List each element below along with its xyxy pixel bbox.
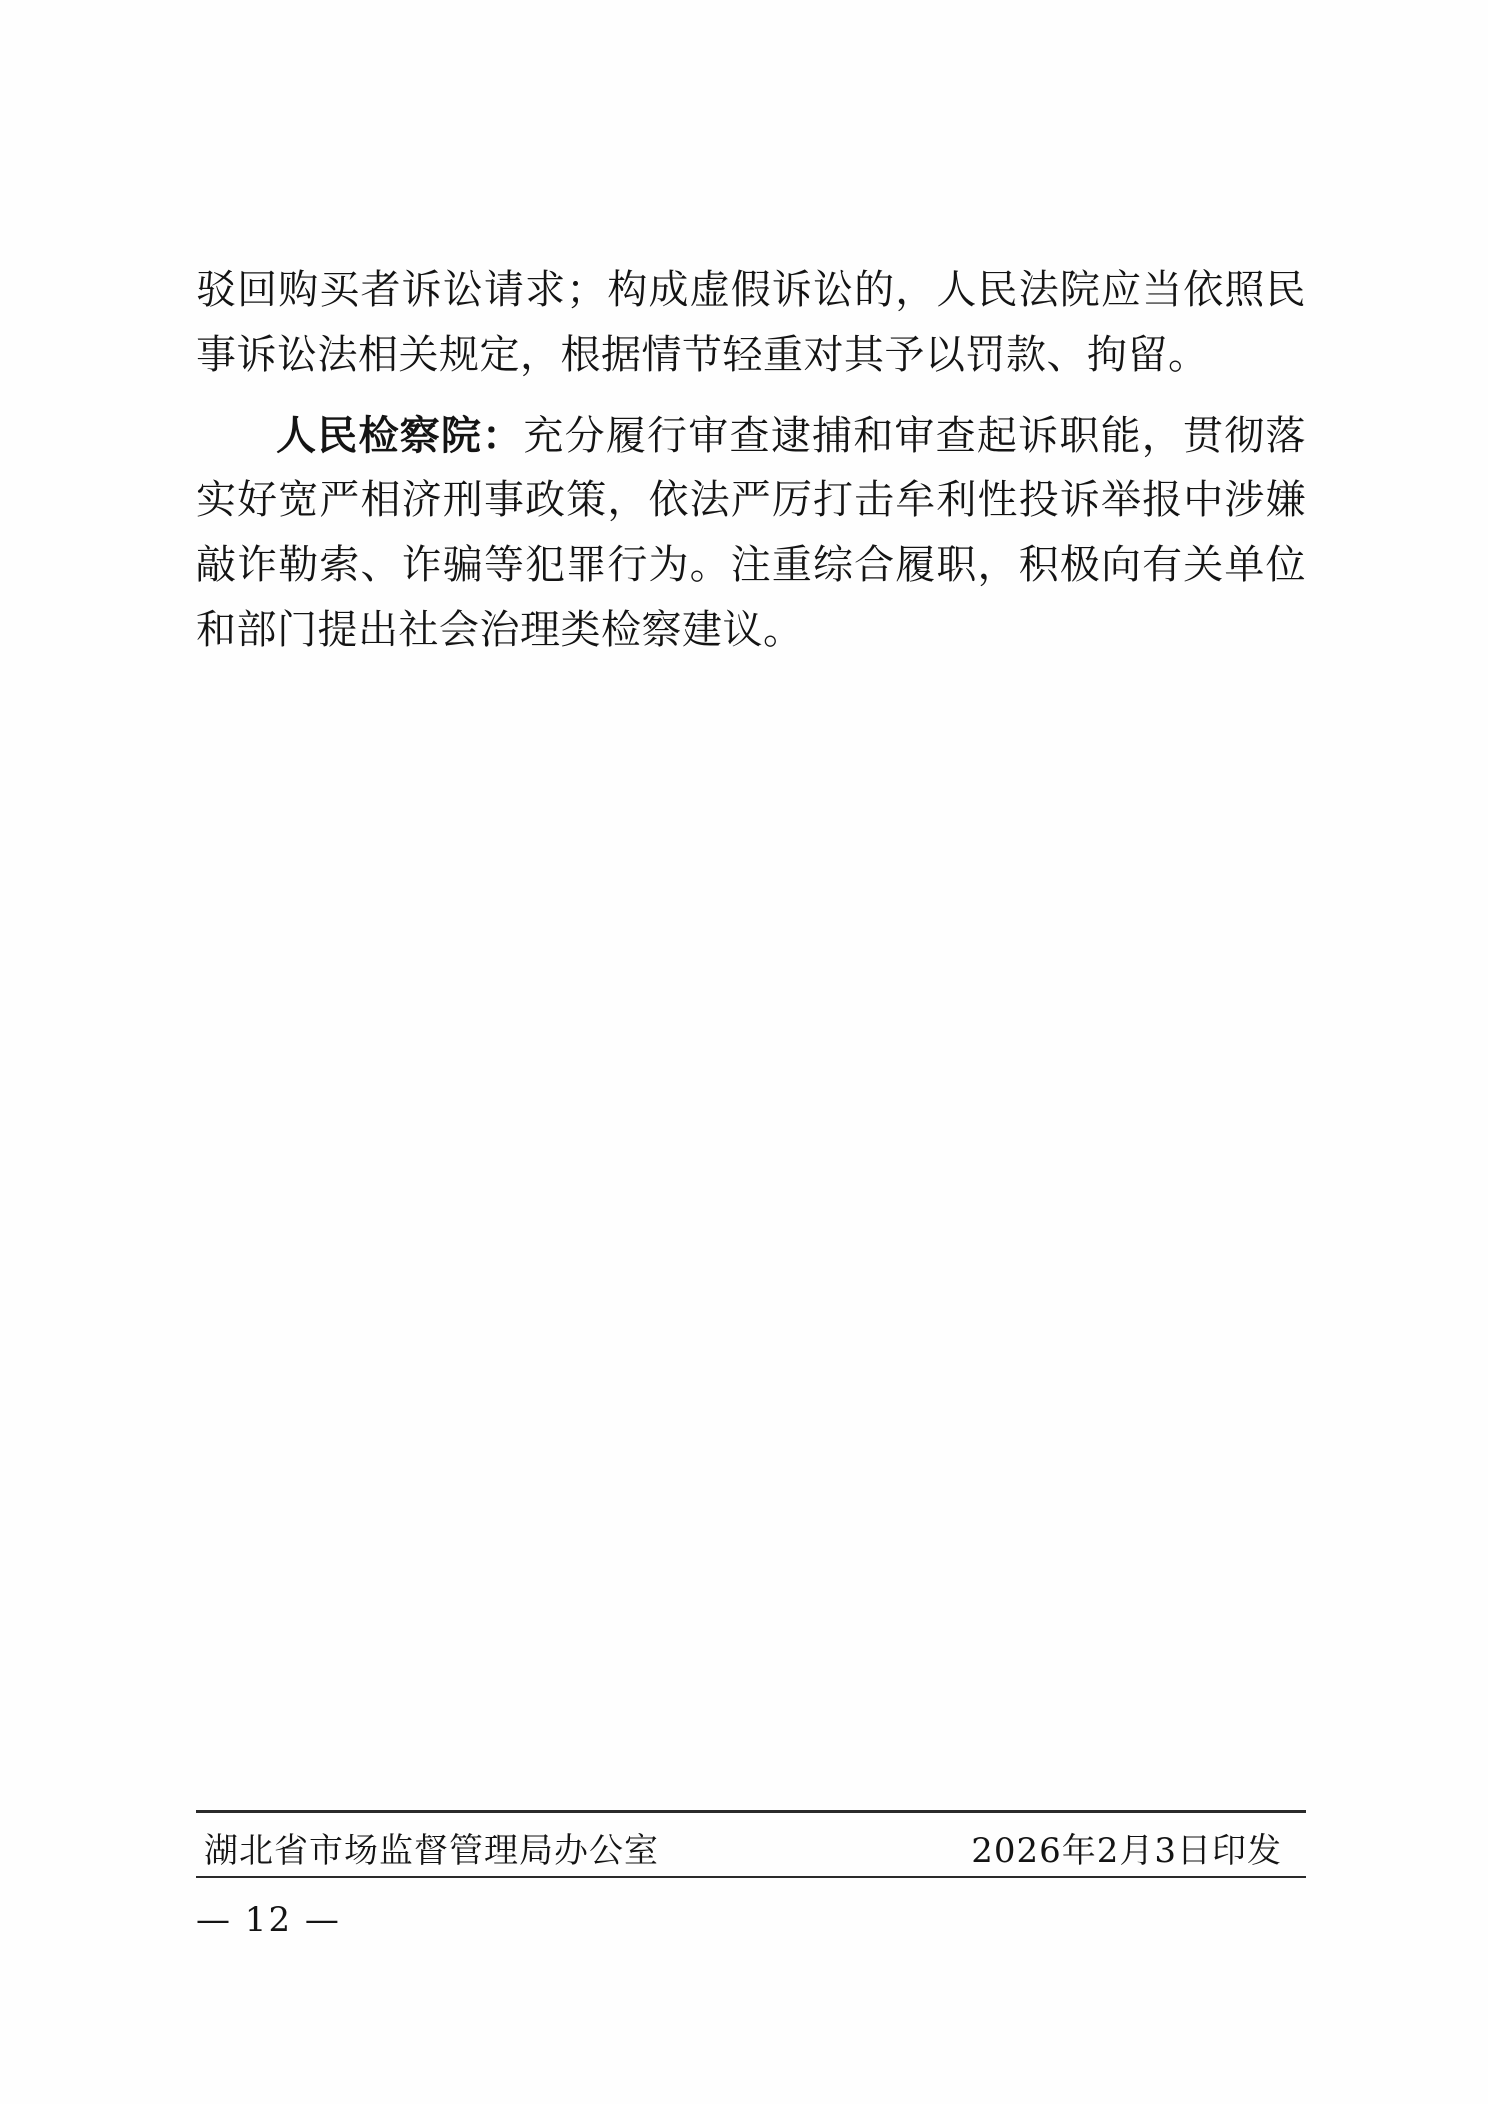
footer-date: 2026年2月3日印发 — [971, 1830, 1282, 1871]
footer-divider-top — [196, 1810, 1306, 1813]
paragraph-1-text: 驳回购买者诉讼请求；构成虚假诉讼的，人民法院应当依照民事诉讼法相关规定，根据情节轻重对其予以罚款、拘留。 — [196, 267, 1306, 378]
document-body — [196, 258, 1306, 669]
paragraph-2-lead: 人民检察院： — [276, 411, 524, 459]
footer-divider-bottom — [196, 1876, 1306, 1878]
page-number: — 12 — — [196, 1900, 341, 1940]
document-footer — [196, 1818, 1306, 1876]
paragraph-2 — [196, 404, 1306, 663]
footer-issuer: 湖北省市场监督管理局办公室 — [204, 1830, 659, 1871]
paragraph-1 — [196, 258, 1306, 388]
paragraph-2-text: 充分履行审查逮捕和审查起诉职能，贯彻落实好宽严相济刑事政策，依法严厉打击牟利性投诉举报中涉嫌敲诈勒索、诈骗等犯罪行为。注重综合履职，积极向有关单位和部门提出社会治理类检察建议。 — [196, 412, 1306, 653]
